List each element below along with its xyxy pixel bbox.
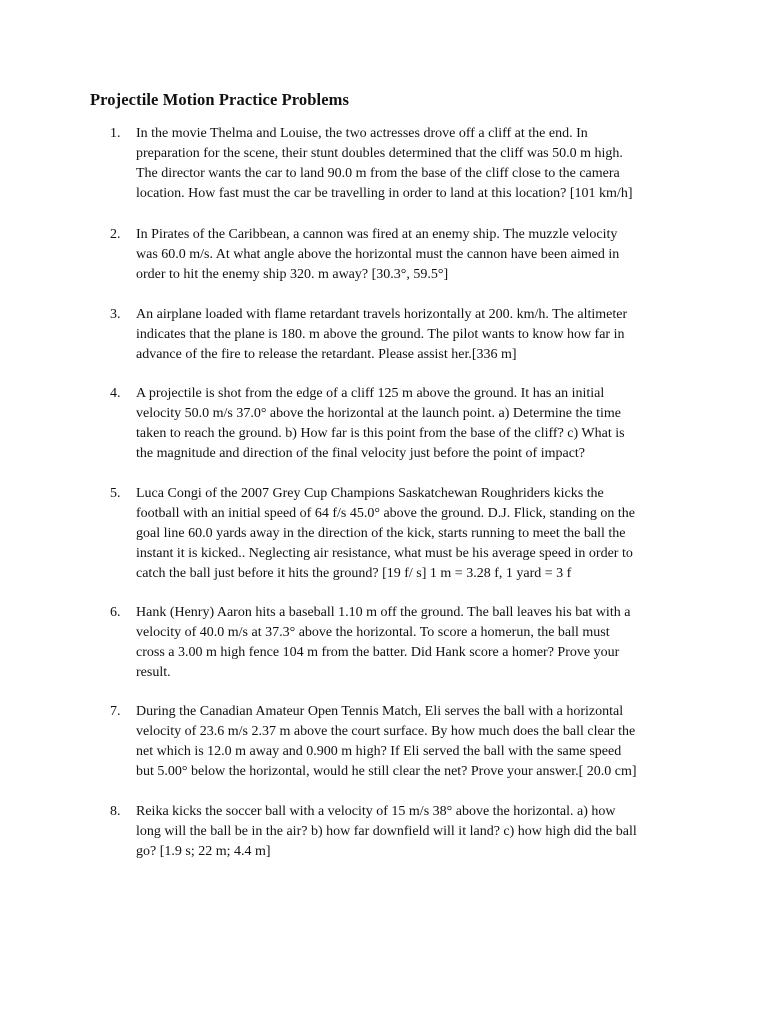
- problem-line: An airplane loaded with flame retardant travels horizontally at 200. km/h. The altimeter: [136, 307, 628, 322]
- problem-line: cross a 3.00 m high fence 104 m from the batter. Did Hank score a homer? Prove your: [136, 645, 620, 660]
- problem-line: goal line 60.0 yards away in the direction of the kick, starts running to meet the ball the: [136, 526, 626, 541]
- problem-line: was 60.0 m/s. At what angle above the horizontal must the cannon have been aimed in: [136, 247, 620, 262]
- problem-line: advance of the fire to release the retardant. Please assist her.[336 m]: [136, 347, 517, 362]
- problem-text: [136, 384, 625, 464]
- problem-line: but 5.00° below the horizontal, would he still clear the net? Prove your answer.[ 20.0 cm]: [136, 764, 637, 779]
- problem-line: Reika kicks the soccer ball with a velocity of 15 m/s 38° above the horizontal. a) how: [136, 804, 616, 819]
- problem-line: taken to reach the ground. b) How far is this point from the base of the cliff? c) What is: [136, 426, 625, 441]
- problem-line: instant it is kicked.. Neglecting air resistance, what must be his average speed in order to: [136, 546, 633, 561]
- problem-number: 6.: [110, 605, 121, 620]
- problem-line: net which is 12.0 m away and 0.900 m high? If Eli served the ball with the same speed: [136, 744, 622, 759]
- problem-line: the magnitude and direction of the final velocity just before the point of impact?: [136, 446, 586, 461]
- problem-text: [136, 305, 627, 365]
- problem-line: Luca Congi of the 2007 Grey Cup Champions Saskatchewan Roughriders kicks the: [136, 486, 604, 501]
- problem-text: [136, 225, 619, 285]
- problem-text: [136, 484, 635, 584]
- problem-line: A projectile is shot from the edge of a cliff 125 m above the ground. It has an initial: [136, 386, 605, 401]
- problem-text: [136, 124, 632, 204]
- problem-number: 8.: [110, 804, 121, 819]
- page-title: Projectile Motion Practice Problems: [90, 90, 349, 109]
- problem-line: The director wants the car to land 90.0 m from the base of the cliff close to the camera: [136, 166, 620, 181]
- problem-line: football with an initial speed of 64 f/s 45.0° above the ground. D.J. Flick, standing on the: [136, 506, 636, 521]
- problem-line: In the movie Thelma and Louise, the two actresses drove off a cliff at the end. In: [136, 126, 588, 141]
- problem-line: result.: [136, 665, 171, 680]
- problem-line: indicates that the plane is 180. m above the ground. The pilot wants to know how far in: [136, 327, 625, 342]
- problem-line: velocity of 40.0 m/s at 37.3° above the horizontal. To score a homerun, the ball must: [136, 625, 610, 640]
- problem-line: go? [1.9 s; 22 m; 4.4 m]: [136, 844, 271, 859]
- problem-line: order to hit the enemy ship 320. m away? [30.3°, 59.5°]: [136, 267, 449, 282]
- problem-text: [136, 603, 630, 683]
- problem-line: In Pirates of the Caribbean, a cannon was fired at an enemy ship. The muzzle velocity: [136, 227, 618, 242]
- problem-number: 4.: [110, 386, 121, 401]
- problem-line: Hank (Henry) Aaron hits a baseball 1.10 m off the ground. The ball leaves his bat with a: [136, 605, 631, 620]
- problem-number: 5.: [110, 486, 121, 501]
- problem-line: catch the ball just before it hits the ground? [19 f/ s] 1 m = 3.28 f, 1 yard = 3 f: [136, 566, 572, 581]
- problem-text: [136, 802, 637, 862]
- problem-text: [136, 702, 637, 782]
- problem-line: velocity 50.0 m/s 37.0° above the horizontal at the launch point. a) Determine the time: [136, 406, 621, 421]
- problem-number: 2.: [110, 227, 121, 242]
- problem-line: long will the ball be in the air? b) how far downfield will it land? c) how high did the ball: [136, 824, 637, 839]
- problem-number: 3.: [110, 307, 121, 322]
- problem-number: 7.: [110, 704, 121, 719]
- problem-line: During the Canadian Amateur Open Tennis Match, Eli serves the ball with a horizontal: [136, 704, 624, 719]
- problem-number: 1.: [110, 126, 121, 141]
- problem-line: velocity of 23.6 m/s 2.37 m above the court surface. By how much does the ball clear the: [136, 724, 636, 739]
- problem-line: preparation for the scene, their stunt doubles determined that the cliff was 50.0 m high.: [136, 146, 623, 161]
- problem-line: location. How fast must the car be travelling in order to land at this location? [101 km/h]: [136, 186, 633, 201]
